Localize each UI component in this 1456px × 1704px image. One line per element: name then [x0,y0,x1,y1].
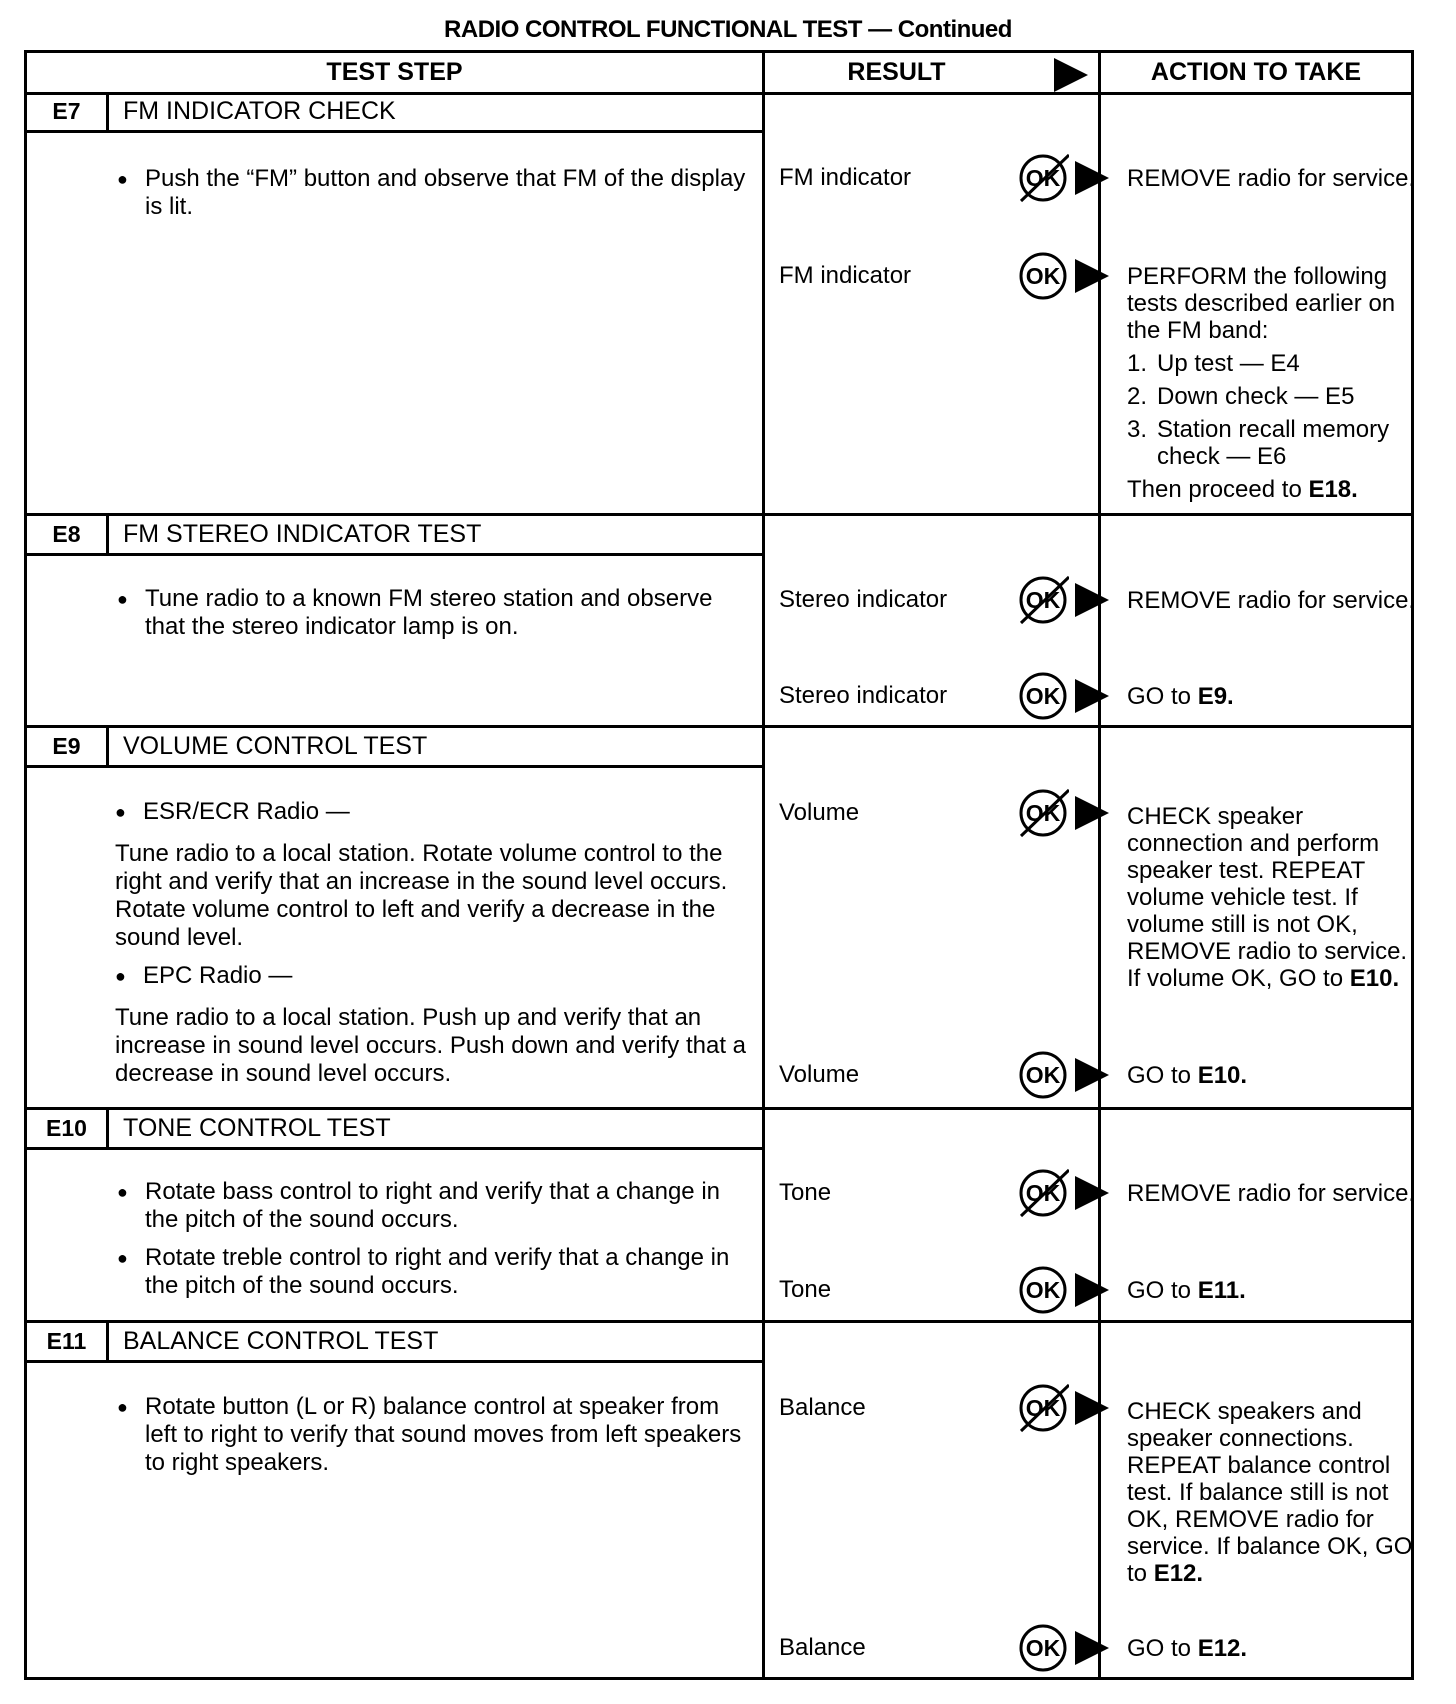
step-header-e9 [27,728,765,768]
ok-icon [1017,1050,1069,1100]
step-instruction: ● Rotate button (L or R) balance control at speaker from left to right to verify that sound moves from left speakers to right speakers. [117,1393,747,1477]
ok-icon [1017,251,1069,301]
step-body-e11 [117,1393,747,1487]
column-divider [762,53,765,1677]
result-label: Volume [779,799,860,826]
action-check-speakers: CHECK speakers and speaker connections. REPEAT balance control test. If balance still is not OK, REMOVE radio for service. If balance OK, GO to E12. [1127,1398,1413,1587]
result-label: Tone [779,1179,832,1206]
ok-icon [1017,1623,1069,1673]
action-go-to: GO to E11. [1127,1277,1246,1304]
result-label: Balance [779,1634,866,1661]
page-title: RADIO CONTROL FUNCTIONAL TEST — Continued [444,16,1012,43]
step-title: VOLUME CONTROL TEST [123,732,428,760]
header-result: RESULT [765,53,1098,95]
step-code: E10 [27,1110,109,1147]
arrow-icon [1073,1628,1111,1668]
numbered-item: 1. Up test — E4 [1127,350,1300,377]
arrow-icon [1073,580,1111,620]
not-ok-icon [1017,1383,1069,1433]
result-label: Volume [779,1061,860,1088]
header-action: ACTION TO TAKE [1101,53,1411,95]
not-ok-icon [1017,1168,1069,1218]
arrow-icon [1073,1173,1111,1213]
action-remove: REMOVE radio for service. [1127,1180,1416,1207]
result-label: FM indicator [779,164,912,191]
step-instruction: ● Tune radio to a known FM stereo station and observe that the stereo indicator lamp is on. [117,585,747,641]
not-ok-icon [1017,153,1069,203]
step-instruction: ● EPC Radio — [115,962,755,990]
step-header-e10 [27,1110,765,1150]
ok-icon [1017,1265,1069,1315]
arrow-icon [1073,1055,1111,1095]
result-label: Stereo indicator [779,682,948,709]
step-code: E11 [27,1323,109,1360]
step-body-e8 [117,585,747,651]
arrow-icon [1073,158,1111,198]
numbered-item: 2. Down check — E5 [1127,383,1355,410]
step-header-e7 [27,93,765,133]
result-label: Balance [779,1394,866,1421]
action-remove: REMOVE radio for service. [1127,165,1416,192]
step-instruction: Tune radio to a local station. Rotate volume control to the right and verify that an increase in the sound level occurs. Rotate volume control to left and verify a decrease in the sound level. [115,840,728,951]
step-header-e8 [27,516,765,556]
step-code: E9 [27,728,109,765]
action-go-to: GO to E12. [1127,1635,1248,1662]
result-label: Stereo indicator [779,586,948,613]
step-instruction: ● Push the “FM” button and observe that FM of the display is lit. [117,165,747,221]
step-header-e11 [27,1323,765,1363]
not-ok-icon [1017,788,1069,838]
step-instruction: ● ESR/ECR Radio — [115,798,755,826]
arrow-icon [1073,676,1111,716]
action-check-speaker: CHECK speaker connection and perform speaker test. REPEAT volume vehicle test. If volume still is not OK, REMOVE radio to service. If volume OK, GO to E10. [1127,803,1408,992]
step-instruction: ● Rotate bass control to right and verify that a change in the pitch of the sound occurs. [117,1178,747,1234]
action-perform-tests: PERFORM the following tests described earlier on the FM band: 1. Up test — E4 2. Down check — E5 3. Station recall memory check — E6 Then proceed to E18. [1127,263,1417,509]
step-body-e7 [117,165,747,231]
result-label: Tone [779,1276,832,1303]
step-title: FM STEREO INDICATOR TEST [123,520,482,548]
step-instruction: Tune radio to a local station. Push up and verify that an increase in sound level occurs. Push down and verify that a decrease in sound level occurs. [115,1004,747,1087]
action-go-to: GO to E10. [1127,1062,1248,1089]
numbered-item: 3. Station recall memory check — E6 [1127,416,1390,470]
test-table [24,50,1414,1680]
step-instruction: ● Rotate treble control to right and verify that a change in the pitch of the sound occurs. [117,1244,747,1300]
action-remove: REMOVE radio for service. [1127,587,1416,614]
step-title: BALANCE CONTROL TEST [123,1327,439,1355]
arrow-icon [1073,793,1111,833]
step-title: TONE CONTROL TEST [123,1114,391,1142]
ok-icon [1017,671,1069,721]
step-code: E8 [27,516,109,553]
not-ok-icon [1017,575,1069,625]
step-body-e9 [115,798,755,1098]
arrow-icon [1073,256,1111,296]
step-code: E7 [27,93,109,130]
column-divider [1098,53,1101,1677]
step-title: FM INDICATOR CHECK [123,97,396,125]
arrow-icon [1073,1388,1111,1428]
step-body-e10 [117,1178,747,1310]
result-label: FM indicator [779,262,912,289]
action-go-to: GO to E9. [1127,683,1234,710]
arrow-icon [1073,1270,1111,1310]
header-arrow-icon [1052,55,1090,95]
header-test-step: TEST STEP [27,53,762,95]
